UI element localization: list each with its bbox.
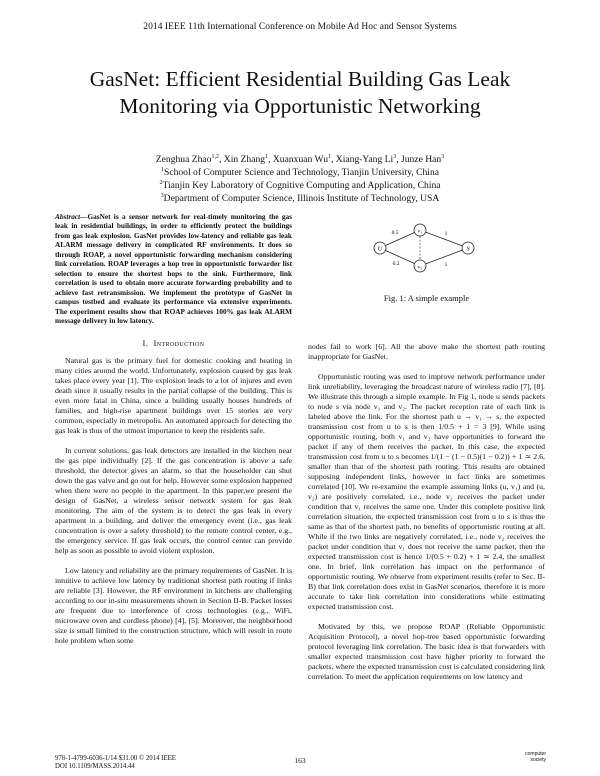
- author-name: Xin Zhang: [223, 154, 266, 165]
- author-sup: 1: [265, 153, 269, 160]
- affiliation: $^2$Tianjin Key Laboratory of Cognitive Computing and Application, China: [159, 179, 441, 191]
- author-name: Junze Han: [400, 154, 442, 165]
- abstract-text: —GasNet is a sensor network for real-timely monitoring the gas leak in residential buildings, in order to efficiently protect the buildings from gas leak explosion. GasNet provides low-latency and reliable gas leak ALARM message delivery in complicated RF environments. It does so through ROAP, a novel opportunistic forwarding mechanism considering link correlation. ROAP leverages a hop tree in opportunistic forwarder list selection to ensure the shortest hops to the sink. Furthermore, link correlation is used to obtain more accurate forwarding probability and to achieve fast retransmission. We implement the prototype of GasNet in campus testbed and evaluate its performance via extensive experiments. The experiment results show that ROAP achieves 100% gas leak ALARM message delivery in low latency.: [55, 212, 292, 325]
- edge-u-v2-label: 0.2: [392, 261, 400, 267]
- node-v2-label: v₂: [417, 264, 423, 271]
- author-block: [40, 153, 560, 205]
- paragraph: In current solutions, gas leak detectors are installed in the kitchen near the gas pipe individually [2]. If the gas concentration is above a safe threshold, the detector gives an alarm, so that the householder can shut down the gas valve and go out for help. However some explosion happened when there were no people in the apartment. In this paper,we present the design of GasNet, a wireless sensor network system for gas leak monitoring. The aim of the system is to detect the gas leak in every apartment in a building, and deliver the emergency event (i.e., gas leak concentration is over a safety threshold) to the remote control center, e.g., the emergency service. If gas leak occurs, the control center can provide help as soon as possible to avoid violent explosion.: [55, 446, 292, 556]
- paragraph: Low latency and reliability are the primary requirements of GasNet. It is intuitive to achieve low latency by traditional shortest path routing if links are reliable [3]. However, the RF environment in kitchens are challenging according to our in-situ measurements shown in Section II-B. Packet losses are frequent due to interference of cross technologies (e.g., WiFi, microwave oven and cordless phone) [4], [5]. Moreover, the neighborhood size is small limited to the construction structure, which will result in route hole problem when some: [55, 566, 292, 646]
- logo-line-1: computer: [525, 751, 546, 757]
- page-number: 163: [294, 756, 306, 765]
- author-sup: 3: [441, 153, 445, 160]
- edge-u-v2: [377, 245, 420, 266]
- right-column: [308, 342, 545, 692]
- author-sup: 1: [328, 153, 331, 160]
- paragraph: Motivated by this, we propose ROAP (Reliable Opportunistic Acquisition Protocol), a novel hop-tree based opportunistic forwarding protocol leveraging link correlation. The basic idea is that forwarders with smaller expected transmission cost have higher priority to forward the packets, where the expected transmission cost is calculated considering link correlation. To meet the application requirements on low latency and: [308, 622, 545, 681]
- paragraph: nodes fail to work [6]. All the above make the shortest path routing inappropriate for GasNet.: [308, 342, 545, 361]
- figure-caption: Fig. 1: A simple example: [383, 293, 470, 303]
- section-heading: [55, 338, 292, 348]
- section-title: Introduction: [153, 338, 205, 349]
- author-sup: 3: [393, 153, 397, 160]
- affiliation: $^3$Department of Computer Science, Illinois Institute of Technology, USA: [160, 192, 440, 204]
- abstract: [55, 212, 292, 325]
- logo-line-2: society: [530, 756, 546, 763]
- paragraph: Natural gas is the primary fuel for domestic cooking and heating in many cities around the world. Unfortunately, explosion caused by gas leak takes place every year [1]. The explosion leads to a lot of injures and even death since it usually results in the partial collapse of the building. This is even more fatal in China, since a building usually houses hundreds of families, and high-rise apartment buildings over 15 stories are very common, especially in metropolis. An automated approach for detecting the gas leak is thus of the utmost importance to keep the residents safe.: [55, 356, 292, 436]
- author-name: Zenghua Zhao: [155, 154, 212, 165]
- abstract-label: Abstract: [55, 212, 81, 221]
- node-v1-label: v₁: [417, 228, 423, 235]
- network-diagram: [368, 216, 488, 286]
- paper-title: [40, 66, 560, 120]
- edge-v1-s-label: 1: [444, 231, 448, 237]
- isbn-line: 978-1-4799-6036-1/14 $31.00 © 2014 IEEE: [55, 755, 176, 762]
- edge-v2-s-label: 1: [444, 262, 448, 268]
- author-name: Xuanxuan Wu: [272, 154, 328, 165]
- node-u-label: U: [377, 245, 383, 253]
- section-number: I.: [142, 338, 149, 349]
- computer-society-logo: [510, 748, 546, 770]
- paragraph: Opportunistic routing was used to improve network performance under link unreliability, leveraging the broadcast nature of wireless radio [7], [8]. We illustrate this through a simple example. In Fig 1, node u sends packets to node s via node v₁ and v₂. The packet reception rate of each link is labeled above the link. For the shortest path u → v₁ → s, the expected transmission cost from u to s is then 1/0.5 + 1 = 3 [9]. While using opportunistic routing, both v₁ and v₂ have opportunities to forward the packet if any of them receives the packet. In this case, the expected transmission cost from u to s becomes 1/(1 − (1 − 0.5)(1 − 0.2)) + 1 ≃ 2.6, smaller than that of the shortest path routing. This results are obtained supposing independent links, however in fact links are sometimes correlated [10]. We re-examine the example assuming links (u, v₁) and (u, v₂) are positively correlated, i.e., node v₂ receives the packet under condition that v₁ receives the same one. Under this complete positive link correlation situation, the expected transmission cost from u to s is thus the same as that of the shortest path, no benefits of opportunistic routing at all. While if the two links are negatively correlated, i.e., node v₂ receives the packet under condition that v₁ does not receive the same packet, then the expected transmission cost is hence 1/(0.5 + 0.2) + 1 ≃ 2.4, the smallest one. In brief, link correlation has impact on the performance of opportunistic routing. We observe from experiment results (refer to Sec. II-B) that link correlation does exist in GasNet scenarios, therefore it is more accurate to take link correlation into considerations while estimating expected transmission cost.: [308, 372, 545, 611]
- affiliation: $^1$School of Computer Science and Technology, Tianjin University, China: [160, 166, 440, 178]
- author-name: Xiang-Yang Li: [335, 154, 394, 165]
- author-list: Zenghua Zhao$^{1,2}$, Xin Zhang$^1$, Xuanxuan Wu$^1$, Xiang-Yang Li$^3$, Junze Han$^3$: [155, 153, 445, 165]
- conference-header: 2014 IEEE 11th International Conference on Mobile Ad Hoc and Sensor Systems: [143, 22, 457, 32]
- title-line-2: Monitoring via Opportunistic Networking: [119, 94, 481, 118]
- edge-u-v1-label: 0.5: [391, 230, 399, 236]
- node-s-label: S: [466, 245, 470, 253]
- title-line-1: GasNet: Efficient Residential Building Gas Leak: [89, 67, 511, 91]
- author-sup: 1,2: [211, 153, 219, 160]
- left-column: [55, 212, 292, 656]
- figure-1: [308, 212, 545, 330]
- doi-line: DOI 10.1109/MASS.2014.44: [55, 763, 135, 770]
